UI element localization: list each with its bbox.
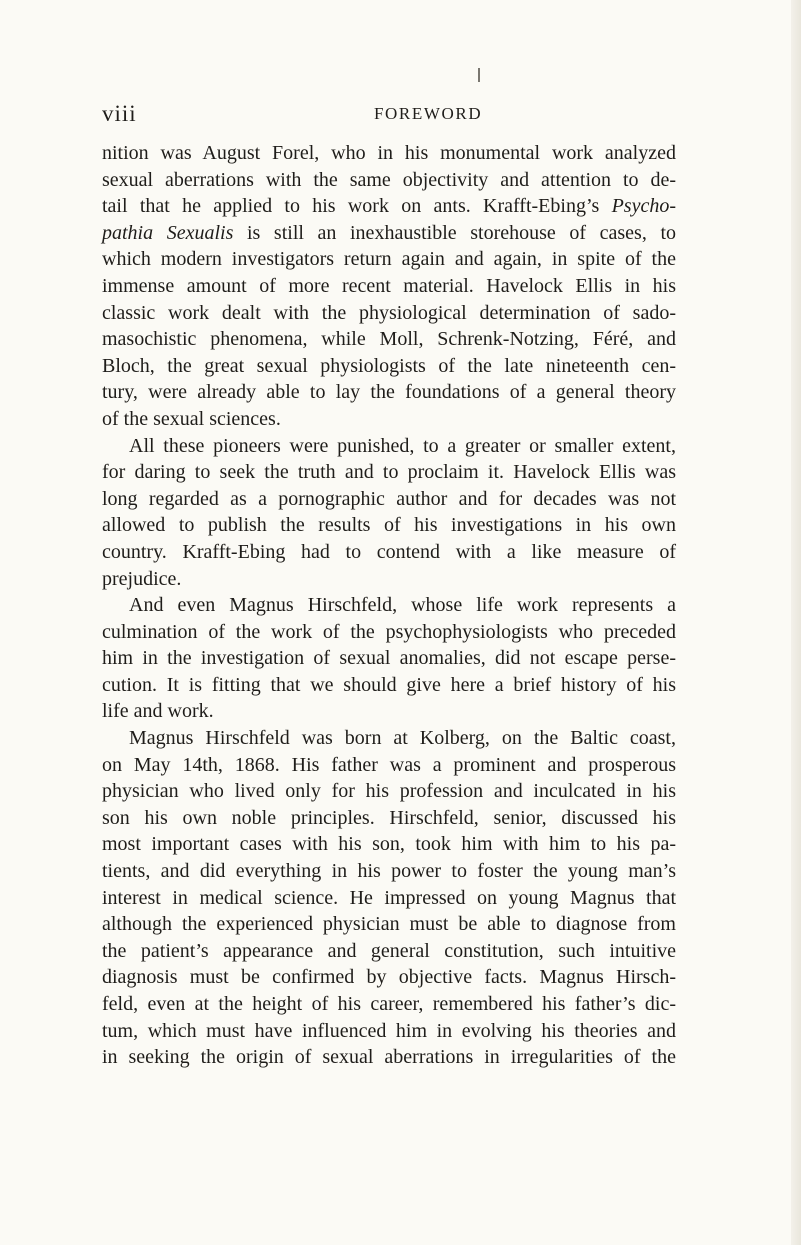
page-number: viii: [102, 101, 137, 126]
text-line: classic work dealt with the physiological determination of sado-: [102, 301, 676, 324]
text-line: the patient’s appearance and general constitution, such intuitive: [102, 939, 676, 962]
text-line: prejudice.: [102, 567, 182, 590]
text-line: And even Magnus Hirschfeld, whose life work represents a: [129, 594, 676, 617]
text-run: is still an inexhaustible storehouse of cases, to: [233, 221, 676, 244]
text-line: life and work.: [102, 700, 214, 723]
text-line: of the sexual sciences.: [102, 407, 281, 430]
text-line: son his own noble principles. Hirschfeld, senior, discussed his: [102, 806, 676, 829]
text-line: cution. It is fitting that we should give here a brief history of his: [102, 673, 676, 696]
text-line: physician who lived only for his profession and inculcated in his: [102, 780, 676, 803]
text-line: country. Krafft-Ebing had to contend with a like measure of: [102, 540, 676, 563]
book-title-italic: pathia Sexualis: [102, 221, 234, 244]
text-line: nition was August Forel, who in his monumental work analyzed: [102, 142, 676, 164]
text-line: immense amount of more recent material. Havelock Ellis in his: [102, 274, 676, 297]
print-mark: [478, 68, 480, 82]
page-edge: [791, 0, 801, 1245]
running-head: FOREWORD: [374, 104, 483, 123]
text-line: tients, and did everything in his power to foster the young man’s: [102, 860, 676, 883]
page-header: [102, 101, 676, 135]
text-line: Bloch, the great sexual physiologists of the late nineteenth cen-: [102, 354, 676, 377]
text-line: allowed to publish the results of his investigations in his own: [102, 514, 676, 537]
text-line: long regarded as a pornographic author and for decades was not: [102, 487, 676, 510]
text-line: All these pioneers were punished, to a greater or smaller extent,: [129, 434, 676, 457]
text-line: tury, were already able to lay the foundations of a general theory: [102, 381, 676, 404]
body-text: [102, 140, 676, 1071]
text-line: sexual aberrations with the same objectivity and attention to de-: [102, 168, 676, 191]
text-line: on May 14th, 1868. His father was a prominent and prosperous: [102, 753, 676, 776]
text-line: which modern investigators return again and again, in spite of the: [102, 248, 676, 271]
text-line: him in the investigation of sexual anomalies, did not escape perse-: [102, 647, 676, 670]
text-line: culmination of the work of the psychophysiologists who preceded: [102, 620, 676, 643]
text-line: Magnus Hirschfeld was born at Kolberg, on the Baltic coast,: [129, 727, 676, 750]
text-line: most important cases with his son, took him with him to his pa-: [102, 833, 676, 856]
text-line: although the experienced physician must be able to diagnose from: [102, 913, 676, 936]
text-line: diagnosis must be confirmed by objective facts. Magnus Hirsch-: [102, 966, 676, 989]
text-line: [102, 193, 676, 220]
text-line: for daring to seek the truth and to proclaim it. Havelock Ellis was: [102, 461, 676, 484]
text-line: interest in medical science. He impressed on young Magnus that: [102, 886, 676, 909]
text-line: [102, 220, 676, 247]
text-run: tail that he applied to his work on ants. Krafft-Ebing’s: [102, 195, 612, 218]
text-line: masochistic phenomena, while Moll, Schrenk-Notzing, Féré, and: [102, 328, 676, 351]
book-title-italic: Psycho-: [611, 195, 676, 218]
text-line: tum, which must have influenced him in evolving his theories and: [102, 1019, 676, 1042]
text-line: feld, even at the height of his career, remembered his father’s dic-: [102, 993, 676, 1015]
text-line: in seeking the origin of sexual aberrations in irregularities of the: [102, 1046, 676, 1069]
